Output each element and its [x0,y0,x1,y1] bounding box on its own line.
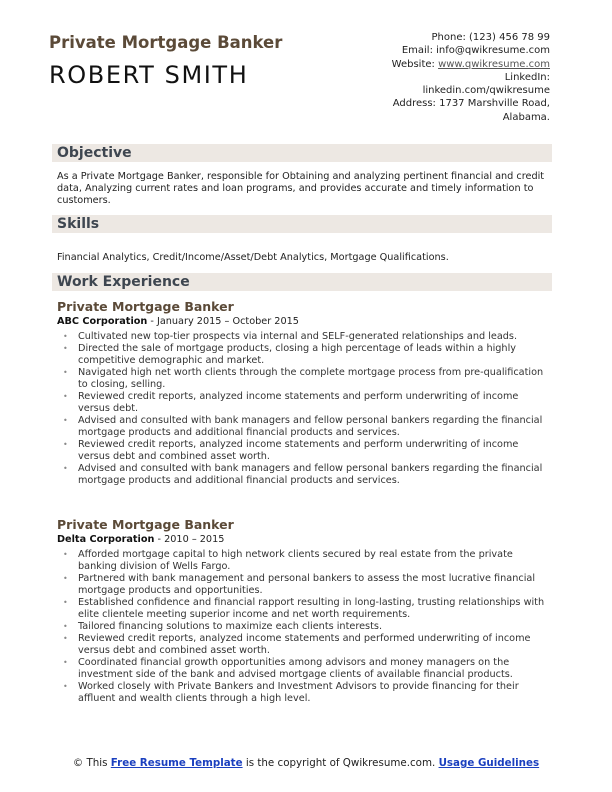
work-experience-heading: Work Experience [52,273,552,291]
bullet: • Tailored financing solutions to maximize each clients interests. [57,621,552,633]
contact-block [310,31,550,124]
footer-prefix: © This [72,757,111,769]
job-company-line [57,533,552,546]
bullet: • Navigated high net worth clients through the complete mortgage process from pre-qualification to closing, selling. [57,367,552,391]
phone: Phone: (123) 456 78 99 [431,32,550,43]
email: Email: info@qwikresume.com [401,45,550,57]
linkedin: linkedin.com/qwikresume [422,85,550,97]
job-entry [57,516,552,705]
linkedin-label: LinkedIn: [504,71,550,83]
job-bullets [57,331,552,487]
bullet: • Worked closely with Private Bankers and Investment Advisors to provide financing for their affluent and wealth clients through a high level. [57,681,552,705]
candidate-name: ROBERT SMITH [49,61,249,89]
job-title: Private Mortgage Banker [57,299,234,314]
bullet: • Reviewed credit reports, analyzed income statements and perform underwriting of income versus debt. [57,391,552,415]
bullet: • Advised and consulted with bank managers and fellow personal bankers regarding the financial mortgage products and additional financial products and services. [57,463,552,487]
job-dates: - 2010 – 2015 [154,534,225,545]
job-dates: - January 2015 – October 2015 [147,316,299,327]
bullet: • Coordinated financial growth opportunities among advisors and money managers on the investment side of the bank and advised mortgage clients of available financial products. [57,657,552,681]
bullet: • Reviewed credit reports, analyzed income statements and performed underwriting of income versus debt and combined asset worth. [57,633,552,657]
bullet: • Directed the sale of mortgage products, closing a high percentage of leads within a highly competitive demographic and market. [57,343,552,367]
objective-text: As a Private Mortgage Banker, responsible for Obtaining and analyzing pertinent financial and credit data, Analyzing current rates and loan programs, and provides accurate and timely information to customers. [57,171,545,206]
bullet: • Partnered with bank management and personal bankers to assess the most lucrative financial mortgage products and opportunities. [57,573,552,597]
bullet: • Afforded mortgage capital to high network clients secured by real estate from the private banking division of Wells Fargo. [57,549,552,573]
bullet: • Established confidence and financial rapport resulting in long-lasting, trusting relationships with elite clientele meeting superior income and net worth requirements. [57,597,552,621]
objective-heading: Objective [52,144,552,162]
address-line2: Alabama. [502,111,550,123]
bullet: • Reviewed credit reports, analyzed income statements and perform underwriting of income versus debt and combined asset worth. [57,439,552,463]
skills-heading: Skills [52,215,552,233]
job-title: Private Mortgage Banker [57,517,234,532]
job-entry [57,298,552,487]
bullet: • Advised and consulted with bank managers and fellow personal bankers regarding the financial mortgage products and additional financial products and services. [57,415,552,439]
website-label: Website: [391,58,439,70]
resume-title: Private Mortgage Banker [49,33,283,52]
skills-text: Financial Analytics, Credit/Income/Asset/Debt Analytics, Mortgage Qualifications. [57,252,449,263]
job-company-line [57,315,552,328]
website [310,58,550,71]
copyright-footer [60,757,552,770]
address: Address: 1737 Marshville Road, [392,98,550,110]
free-resume-template-link[interactable]: Free Resume Template [110,757,243,769]
footer-middle: is the copyright of Qwikresume.com. [242,757,439,769]
job-bullets [57,549,552,705]
company-name: ABC Corporation [57,316,148,327]
company-name: Delta Corporation [57,534,155,545]
website-link[interactable]: www.qwikresume.com [438,58,550,70]
bullet: • Cultivated new top-tier prospects via internal and SELF-generated relationships and leads. [57,331,552,343]
usage-guidelines-link[interactable]: Usage Guidelines [438,757,540,769]
